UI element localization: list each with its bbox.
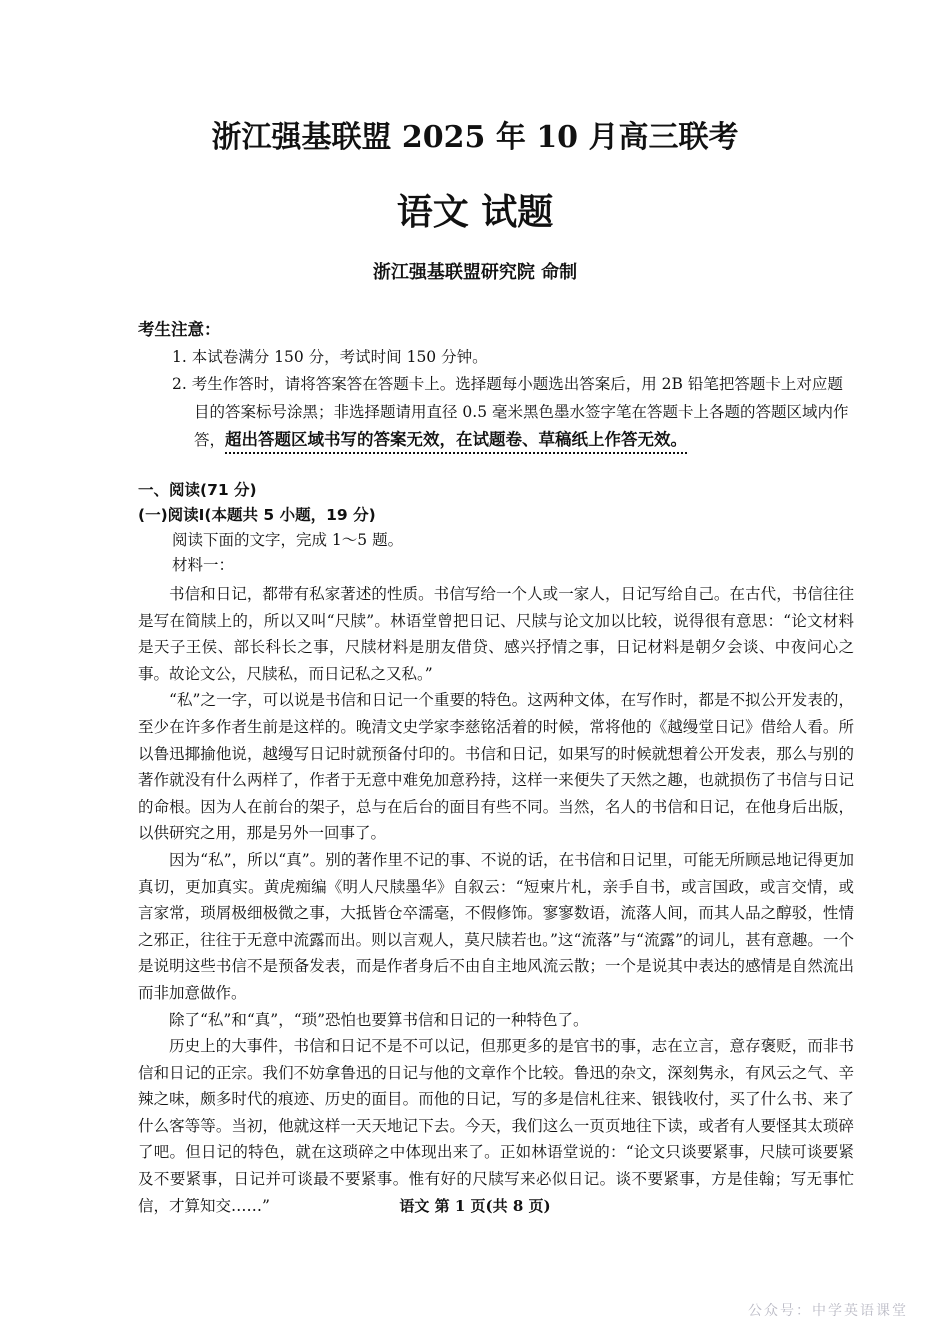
reading-section-header <box>138 478 858 578</box>
sub-heading: (一)阅读Ⅰ(本题共 5 小题，19 分) <box>138 506 376 524</box>
material-label: 材料一： <box>172 556 235 574</box>
material-passage <box>138 581 854 1219</box>
notice-item-2-text: 2. 考生作答时，请将答案答在答题卡上。选择题每小题选出答案后，用 2B 铅笔把答题卡上对应题目的答案标号涂黑；非选择题请用直径 0.5 毫米黑色墨水签字笔在答题卡上各题的答题区域内作答， <box>172 375 849 449</box>
subject-title: 语文 试题 <box>396 191 554 233</box>
exam-title: 浙江强基联盟 2025 年 10 月高三联考 <box>211 120 739 155</box>
notice-item-2 <box>138 371 858 455</box>
paragraph-3: 因为“私”，所以“真”。别的著作里不记的事、不说的话，在书信和日记里，可能无所顾忌地记得更加真切，更加真实。黄虎痴编《明人尺牍墨华》自叙云：“短柬片札，亲手自书，或言国政，或言交情，或言家常，琐屑极细极微之事，大抵皆仓卒濡毫，不假修饰。寥寥数语，流落人间，而其人品之醇驳，性情之邪正，往往于无意中流露而出。则以言观人，莫尺牍若也。”这“流落”与“流露”的词儿，甚有意趣。一个是说明这些书信不是预备发表，而是作者身后不由自主地风流云散；一个是说其中表达的感情是自然流出而非加意做作。 <box>138 850 854 1002</box>
candidate-notice <box>138 316 858 455</box>
paragraph-2: “私”之一字，可以说是书信和日记一个重要的特色。这两种文体，在写作时，都是不拟公开发表的，至少在许多作者生前是这样的。晚清文史学家李慈铭活着的时候，常将他的《越缦堂日记》借给人看。所以鲁迅揶揄他说，越缦写日记时就预备付印的。书信和日记，如果写的时候就想着公开发表，那么与别的著作就没有什么两样了，作者于无意中难免加意矜持，这样一来便失了天然之趣，也就损伤了书信与日记的命根。因为人在前台的架子，总与在后台的面目有些不同。当然，名人的书信和日记，在他身后出版，以供研究之用，那是另外一回事了。 <box>138 691 854 843</box>
notice-item-1: 1. 本试卷满分 150 分，考试时间 150 分钟。 <box>172 347 488 366</box>
notice-heading: 考生注意： <box>138 320 221 339</box>
notice-item-2-emphasis: 超出答题区域书写的答案无效，在试题卷、草稿纸上作答无效。 <box>225 430 688 449</box>
paragraph-4: 除了“私”和“真”，“琐”恐怕也要算书信和日记的一种特色了。 <box>169 1010 589 1029</box>
paragraph-1: 书信和日记，都带有私家著述的性质。书信写给一个人或一家人，日记写给自己。在古代，书信往往是写在简牍上的，所以又叫“尺牍”。林语堂曾把日记、尺牍与论文加以比较，说得很有意思：“论文材料是天子王侯、部长科长之事，尺牍材料是朋友借贷、感兴抒情之事，日记材料是朝夕会谈、中夜问心之事。故论文公，尺牍私，而日记私之又私。” <box>138 585 854 683</box>
instruction: 阅读下面的文字，完成 1～5 题。 <box>172 531 404 549</box>
page-footer: 语文 第 1 页(共 8 页) <box>399 1197 551 1215</box>
producer-line: 浙江强基联盟研究院 命制 <box>372 262 578 283</box>
part-heading: 一、阅读(71 分) <box>138 481 257 499</box>
watermark: 公众号：中学英语课堂 <box>748 1303 908 1319</box>
paragraph-5: 历史上的大事件，书信和日记不是不可以记，但那更多的是官书的事，志在立言，意存褒贬，而非书信和日记的正宗。我们不妨拿鲁迅的日记与他的文章作个比较。鲁迅的杂文，深刻隽永，有风云之气、辛辣之味，颇多时代的痕迹、历史的面目。而他的日记，写的多是信札往来、银钱收付，买了什么书、来了什么客等等。当初，他就这样一天天地记下去。今天，我们这么一页页地往下读，或者有人要怪其太琐碎了吧。但日记的特色，就在这琐碎之中体现出来了。正如林语堂说的：“论文只谈要紧事，尺牍可谈要紧及不要紧事，日记并可谈最不要紧事。惟有好的尺牍写来必似日记。谈不要紧事，方是佳翰；写无事忙信，才算知交……” <box>138 1037 854 1215</box>
